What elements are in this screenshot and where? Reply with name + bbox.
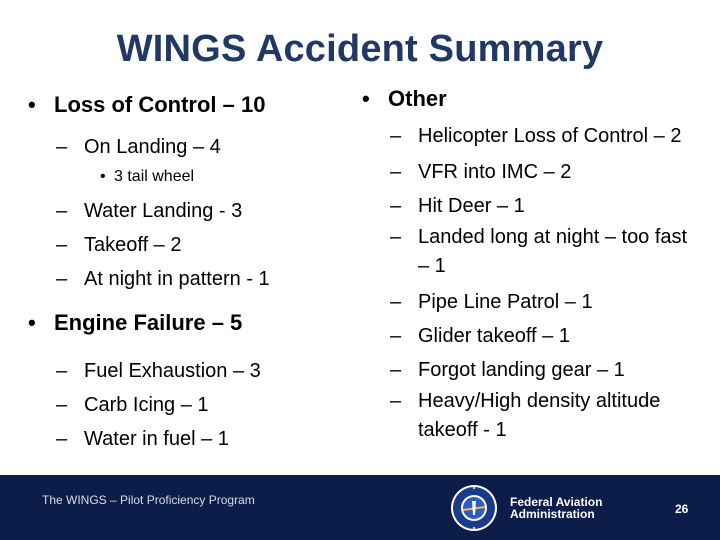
sub-bullet-on-landing: – On Landing – 4	[56, 136, 221, 158]
sub-bullet-pipe-line: – Pipe Line Patrol – 1	[390, 291, 593, 313]
sub-bullet-takeoff: – Takeoff – 2	[56, 234, 182, 256]
sub-sub-bullet-tail-wheel: • 3 tail wheel	[100, 168, 195, 185]
bullet-loss-of-control	[28, 90, 358, 120]
bullet-dot: •	[28, 92, 36, 117]
sub-bullet-landing-gear: – Forgot landing gear – 1	[390, 359, 625, 381]
sub-bullet-water-landing: – Water Landing - 3	[56, 200, 243, 222]
sub-bullet-carb-icing: – Carb Icing – 1	[56, 394, 209, 416]
page-number: 26	[675, 502, 689, 516]
sub-bullet-density-altitude: – Heavy/High density altitude takeoff - 1	[390, 390, 661, 441]
sub-bullet-text: Hit Deer – 1	[418, 195, 525, 217]
sub-bullet-landed-long: – Landed long at night – too fast – 1	[390, 226, 688, 277]
sub-bullet-water-in-fuel: – Water in fuel – 1	[56, 428, 229, 450]
footer-bar	[0, 475, 720, 540]
sub-bullet-text: Pipe Line Patrol – 1	[418, 291, 593, 313]
sub-bullet-text: On Landing – 4	[84, 136, 221, 158]
sub-bullet-text: Fuel Exhaustion – 3	[84, 360, 261, 382]
sub-bullet-text: Takeoff – 2	[84, 234, 182, 256]
sub-bullet-glider: – Glider takeoff – 1	[390, 325, 570, 347]
bullet-other	[362, 84, 702, 114]
bullet-text: Engine Failure – 5	[54, 310, 243, 335]
faa-name-line2: Administration	[510, 507, 595, 521]
sub-bullet-text: Water in fuel – 1	[84, 428, 229, 450]
faa-name	[510, 496, 602, 520]
sub-bullet-fuel-exhaustion: – Fuel Exhaustion – 3	[56, 360, 261, 382]
sub-bullet-text: VFR into IMC – 2	[418, 161, 572, 183]
left-column	[28, 90, 358, 456]
sub-bullet-text: Heavy/High density altitude takeoff - 1	[418, 390, 661, 441]
sub-bullet-text: Glider takeoff – 1	[418, 325, 570, 347]
sub-bullet-text: Forgot landing gear – 1	[418, 359, 625, 381]
right-column	[362, 84, 702, 449]
footer-program-text: The WINGS – Pilot Proficiency Program	[42, 493, 255, 507]
sub-bullet-text: At night in pattern - 1	[84, 268, 270, 290]
sub-bullet-text: Carb Icing – 1	[84, 394, 209, 416]
bullet-dot: •	[28, 310, 36, 335]
sub-bullet-helicopter: – Helicopter Loss of Control – 2	[390, 125, 682, 147]
bullet-dot: •	[362, 86, 370, 111]
sub-bullet-night-pattern: – At night in pattern - 1	[56, 268, 270, 290]
bullet-engine-failure	[28, 308, 358, 338]
sub-bullet-text: Water Landing - 3	[84, 200, 243, 222]
sub-bullet-vfr-imc: – VFR into IMC – 2	[390, 161, 572, 183]
bullet-text: Other	[388, 86, 447, 111]
bullet-text: Loss of Control – 10	[54, 92, 266, 117]
sub-bullet-text: Landed long at night – too fast – 1	[418, 226, 688, 277]
sub-bullet-text: Helicopter Loss of Control – 2	[418, 125, 682, 147]
sub-sub-bullet-text: 3 tail wheel	[114, 168, 195, 185]
faa-name-line1: Federal Aviation	[510, 495, 603, 509]
slide-title: WINGS Accident Summary	[116, 28, 604, 70]
faa-seal-logo	[450, 484, 498, 532]
sub-bullet-hit-deer: – Hit Deer – 1	[390, 195, 525, 217]
